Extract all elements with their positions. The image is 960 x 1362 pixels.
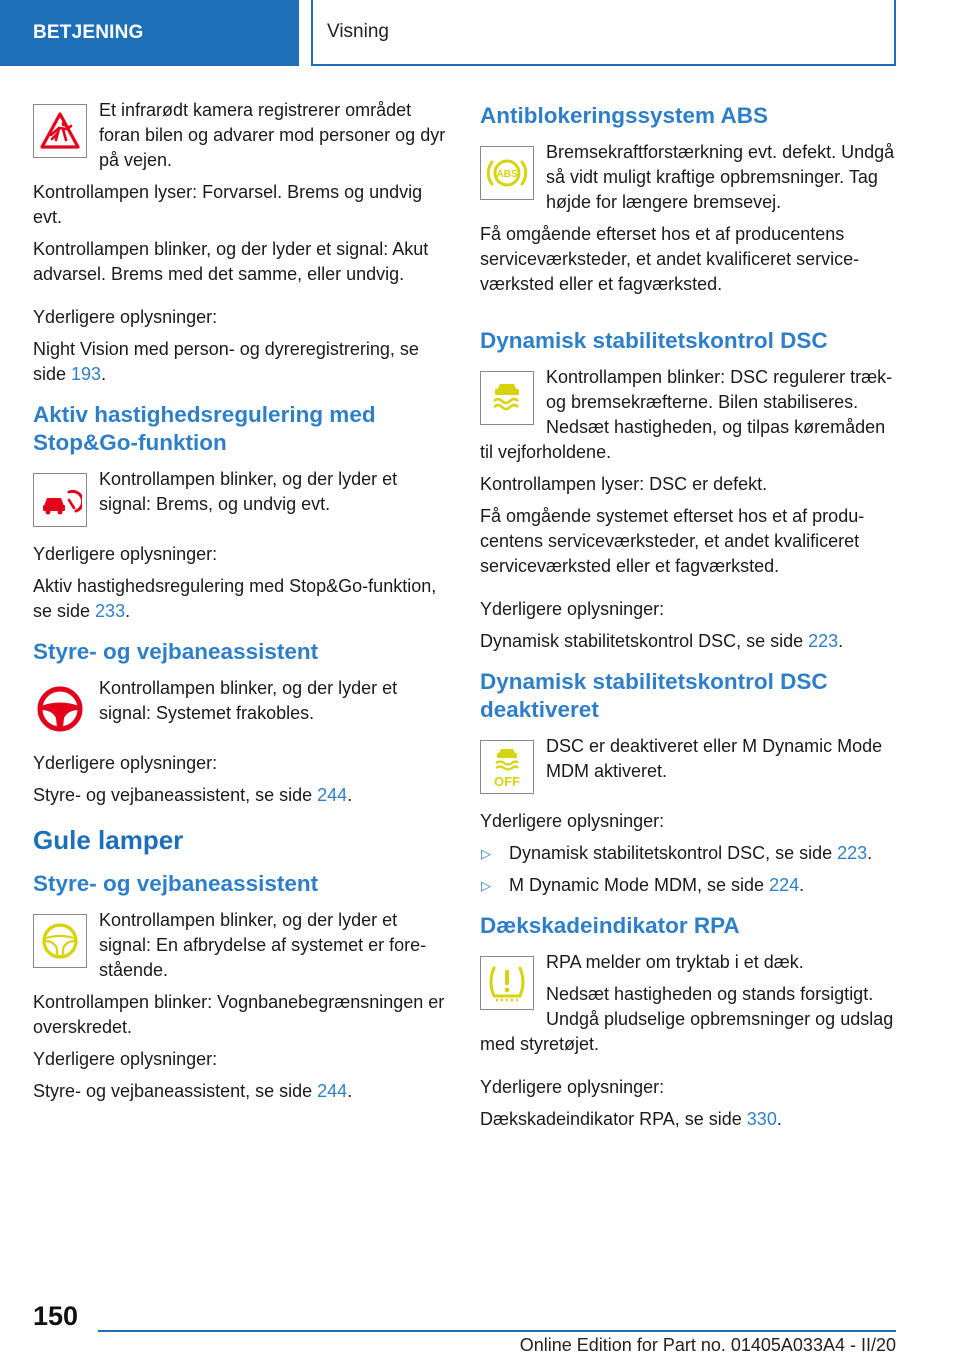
- rpa-heading: Dækskadeindikator RPA: [480, 913, 740, 938]
- subsection-title: Visning: [311, 0, 896, 66]
- night-vision-reference: Night Vision med person- og dyreregistrering, se side 193.: [33, 339, 419, 384]
- steering-assist-red-heading: Styre- og vejbaneassistent: [33, 639, 319, 664]
- abs-description: Bremsekraftforstærkning evt. defekt. Undgå så vidt muligt kraftige opbremsninger. Tag højde for længere bremsevej.: [546, 142, 895, 212]
- bullet-triangle-icon: ▷: [481, 878, 491, 893]
- night-vision-lights-text: Kontrollampen lyser: Forvarsel. Brems og undvig evt.: [33, 182, 423, 227]
- steering-assist-yellow-reference: Styre- og vejbaneassistent, se side 244.: [33, 1081, 353, 1101]
- page-link[interactable]: 330: [746, 1109, 777, 1129]
- page-link[interactable]: 233: [95, 601, 126, 621]
- steering-assist-red-description: Kontrollampen blinker, og der lyder et signal: Systemet frakobles.: [99, 678, 398, 723]
- steering-assist-yellow-blinks-text: Kontrollampen blinker: Vognbanebegrænsningen er overskredet.: [33, 992, 445, 1037]
- left-column: [33, 98, 451, 1111]
- steering-wheel-icon: [33, 682, 87, 736]
- rpa-reference: Dækskadeindikator RPA, se side 330.: [480, 1109, 782, 1129]
- steering-assist-yellow-description: Kontrollampen blinker, og der lyder et signal: En afbrydelse af systemet er forestående.: [99, 910, 427, 980]
- dsc-off-heading: Dynamisk stabilitetskontrol DSC deaktiveret: [480, 669, 828, 722]
- dsc-off-description: DSC er deaktiveret eller M Dynamic Mode MDM aktiveret.: [546, 736, 883, 781]
- yellow-lamps-heading: Gule lamper: [33, 825, 184, 855]
- page-link[interactable]: 223: [808, 631, 839, 651]
- page-link[interactable]: 224: [769, 875, 800, 895]
- dsc-description: Kontrollampen blinker: DSC regulerer træk- og bremsekræfterne. Bilen stabiliseres. Nedsæt hastigheden, og tilpas køremåden til vejforholdene.: [480, 367, 893, 462]
- pedestrian-animal-warning-icon: [33, 104, 87, 158]
- dsc-block: [480, 365, 898, 465]
- acc-block: [33, 467, 451, 517]
- acc-description: Kontrollampen blinker, og der lyder et signal: Brems, og undvig evt.: [99, 469, 398, 514]
- abs-service-text: Få omgående efterset hos et af producentens serviceværksteder, et andet kvalificeret serviceværksted eller et fagværksted.: [480, 224, 860, 294]
- section-tab: BETJENING: [0, 0, 299, 66]
- dsc-lights-text: Kontrollampen lyser: DSC er defekt.: [480, 474, 768, 494]
- more-info-label: Yderligere oplysninger:: [33, 544, 218, 564]
- abs-icon: [480, 146, 534, 200]
- dsc-icon: [480, 371, 534, 425]
- night-vision-blinks-text: Kontrollampen blinker, og der lyder et signal: Akut advarsel. Brems med det samme, eller undvig.: [33, 239, 429, 284]
- list-item: ▷ M Dynamic Mode MDM, se side 224.: [480, 873, 898, 898]
- acc-reference: Aktiv hastighedsregulering med Stop&Go-funktion, se side 233.: [33, 576, 437, 621]
- svg-text:OFF: OFF: [494, 774, 520, 789]
- abs-block: [480, 140, 898, 215]
- page-number: 150: [33, 1301, 79, 1331]
- steering-assist-yellow-heading: Styre- og vejbaneassistent: [33, 871, 319, 896]
- dsc-heading: Dynamisk stabilitetskontrol DSC: [480, 328, 828, 353]
- page-link[interactable]: 193: [71, 364, 102, 384]
- steering-assist-yellow-block: [33, 908, 451, 983]
- page-link[interactable]: 223: [837, 843, 868, 863]
- svg-text:ABS: ABS: [496, 169, 518, 180]
- dsc-service-text: Få omgående systemet efterset hos et af producentens serviceværksteder, et andet kvalificeret serviceværksted eller et fagværksted.: [480, 506, 865, 576]
- more-info-label: Yderligere oplysninger:: [480, 811, 665, 831]
- rpa-description-2: Nedsæt hastigheden og stands forsigtigt. Undgå pludselige opbremsninger og udslag med styretøjet.: [480, 984, 894, 1054]
- night-vision-description: Et infrarødt kamera registrerer området foran bilen og advarer mod personer og dyr på vejen.: [99, 100, 446, 170]
- dsc-off-block: [480, 734, 898, 789]
- edition-info: Online Edition for Part no. 01405A033A4 - II/20: [519, 1335, 896, 1355]
- page-link[interactable]: 244: [317, 1081, 348, 1101]
- night-vision-block: [33, 98, 451, 173]
- more-info-label: Yderligere oplysninger:: [33, 307, 218, 327]
- page-link[interactable]: 244: [317, 785, 348, 805]
- footer-divider: [98, 1330, 896, 1332]
- rpa-description-1: RPA melder om tryktab i et dæk.: [546, 952, 804, 972]
- more-info-label: Yderligere oplysninger:: [480, 599, 665, 619]
- dsc-off-icon: [480, 740, 534, 794]
- abs-heading: Antiblokeringssystem ABS: [480, 103, 768, 128]
- list-item: ▷ Dynamisk stabilitetskontrol DSC, se side 223.: [480, 841, 898, 866]
- more-info-label: Yderligere oplysninger:: [33, 753, 218, 773]
- more-info-label: Yderligere oplysninger:: [33, 1049, 218, 1069]
- page-header: [0, 0, 960, 66]
- car-distance-warning-icon: [33, 473, 87, 527]
- right-column: [480, 98, 898, 1139]
- dsc-reference: Dynamisk stabilitetskontrol DSC, se side 223.: [480, 631, 844, 651]
- steering-wheel-icon: [33, 914, 87, 968]
- rpa-block: [480, 950, 898, 1057]
- more-info-label: Yderligere oplysninger:: [480, 1077, 665, 1097]
- steering-assist-red-block: [33, 676, 451, 726]
- bullet-triangle-icon: ▷: [481, 846, 491, 861]
- reference-list: [480, 841, 898, 898]
- steering-assist-red-reference: Styre- og vejbaneassistent, se side 244.: [33, 785, 353, 805]
- tire-pressure-icon: [480, 956, 534, 1010]
- acc-heading: Aktiv hastighedsregulering med Stop&Go-funktion: [33, 402, 376, 455]
